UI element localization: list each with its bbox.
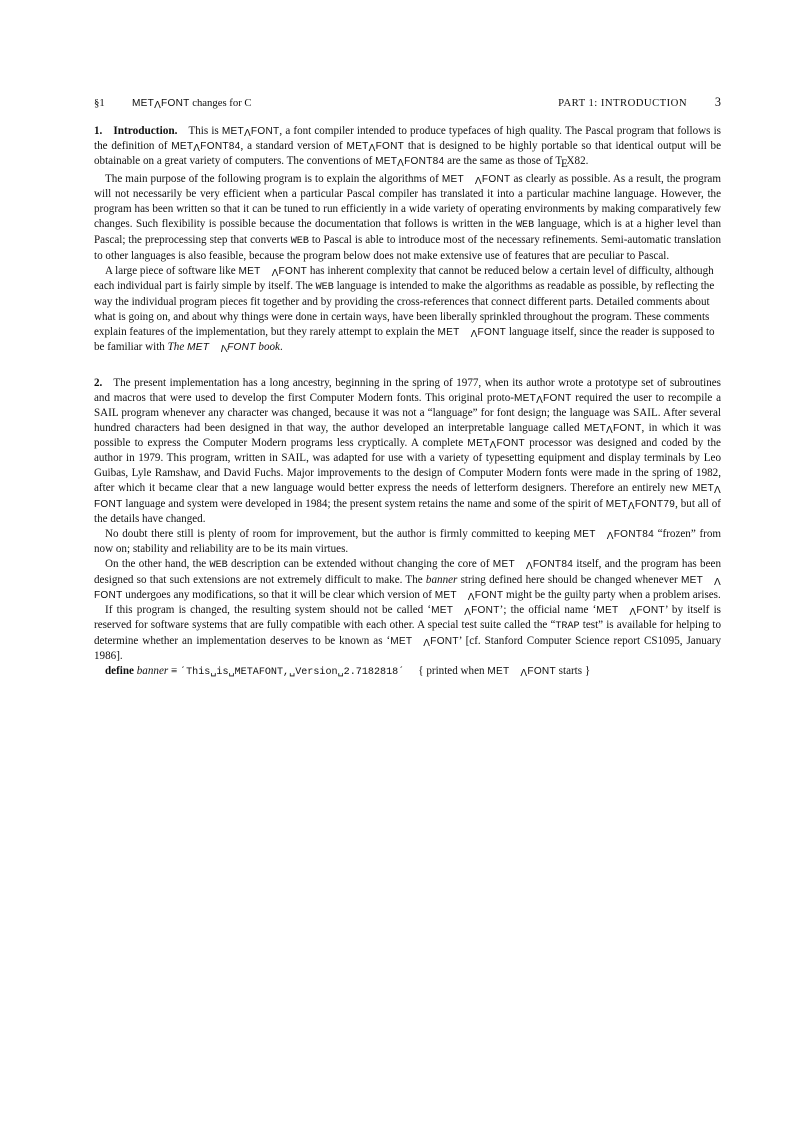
define-operator: ≡ [170,665,178,678]
string-literal-part: This [186,667,211,679]
section-1 [94,124,721,355]
metafont-logo: METVFONT79 [605,498,676,510]
define-string-value [186,665,398,677]
section-2-paragraph-3 [94,557,721,603]
metafont-logo: MET VFONT [187,342,256,354]
typewriter-text: WEB [515,219,535,231]
running-head-part-title: PART 1: INTRODUCTION [558,97,687,109]
visible-space-glyph: ␣ [289,667,296,679]
metafont-logo: METVFONT [221,126,280,138]
section-2-number: 2. [94,377,103,390]
running-head-left-title-suffix: changes for C [189,97,252,109]
visible-space-glyph: ␣ [210,667,217,679]
typewriter-text: WEB [315,281,334,293]
section-1-paragraph-3-runs: A large piece of software like MET VFONT has inherent complexity that cannot be reduced below a certain level of difficulty, although each individual part is fairly simple by itself. The WEB language is intended to make the algorithms as readable as possible, by reflecting the way the individual program pieces fit together and by providing the cross-references that connect different parts. Detailed comments about what is going on, and about why things were done in certain ways, have been liberally sprinkled throughout the program. These comments explain features of the implementation, but they rarely attempt to explain the MET VFONT language itself, since the reader is supposed to be familiar with The MET VFONT book. [94,264,715,354]
metafont-logo: MET VFONT84 [492,558,574,570]
string-literal-part: 2.7182818 [343,667,399,679]
section-2-paragraph-1-runs: The present implementation has a long ancestry, beginning in the spring of 1977, when its author wrote a prototype set of subroutines and macros that were used to develop the first Computer Modern fonts. This original proto-METVFONT required the user to recompile a SAIL program whenever any character was changed, because it was not a “language” for font design; the language was SAIL. After several hundred characters had been designed in that way, the author developed an interpretable language called METVFONT, in which it was possible to express the Computer Modern programs less cryptically. A complete METVFONT processor was designed and coded by the author in 1979. This program, written in SAIL, was adapted for use with a variety of typesetting equipment and display terminals by Leo Guibas, Lyle Ramshaw, and David Fuchs. Major improvements to the design of Computer Modern fonts were made in the spring of 1982, after which it became clear that a new language would better express the needs of letterform designers. Therefore an entirely new METVFONT language and system were developed in 1984; the present system retains the name and some of the spirit of METVFONT79, but all of the details have changed. [94,377,722,525]
section-2-paragraph-2 [94,527,721,557]
metafont-logo: METVFONT [513,393,572,405]
metafont-logo: MET VFONT [431,604,500,616]
metafont-logo: MET VFONT [434,589,504,601]
string-literal-part: is [216,667,229,679]
italic-text: book [255,341,280,354]
visible-space-glyph: ␣ [228,667,235,679]
page-number: 3 [714,95,721,109]
metafont-logo: MET VFONT [437,327,507,339]
metafont-logo: METVFONT [132,98,190,109]
running-head-section-marker: §1 [94,97,105,109]
section-1-paragraph-1-runs: This is METVFONT, a font compiler intended to produce typefaces of high quality. The Pascal program that follows is the definition of METVFONT84, a standard version of METVFONT that is designed to be highly portable so that identical output will be obtainable on a great variety of computers. The conventions of METVFONT84 are the same as those of TEX82. [94,125,722,170]
string-literal-part: METAFONT, [234,667,290,679]
section-1-paragraph-1 [94,124,721,172]
section-2-paragraph-1 [94,376,721,526]
metafont-logo: METVFONT [346,141,405,153]
section-gap [94,355,721,376]
document-body [94,124,721,680]
metafont-logo: METVFONT [94,483,721,510]
section-2-paragraph-3-runs: On the other hand, the WEB description can be extended without changing the core of MET VFONT84 itself, and the program has been designed so that such extensions are not extremely difficult to make. The banner string defined here should be changed whenever MET VFONT undergoes any modifications, so that it will be clear which version of MET VFONT might be the guilty party when a problem arises. [94,557,721,601]
metafont-logo: METVFONT84 [171,141,241,153]
typewriter-text: TRAP [555,620,580,632]
metafont-logo: MET VFONT [596,604,665,616]
metafont-logo: METVFONT84 [375,156,445,168]
section-1-paragraph-3 [94,264,721,355]
metafont-logo: MET VFONT [487,666,556,678]
metafont-logo: MET VFONT84 [573,528,654,540]
running-head-left-title [132,97,252,110]
section-2-paragraph-4-runs: If this program is changed, the resulting system should not be called ‘MET VFONT’; the official name ‘MET VFONT’ by itself is reserved for software systems that are fully compatible with each other. A special test suite called the “TRAP test” is available for helping to determine whether an implementation deserves to be known as ‘MET VFONT’ [cf. Stanford Computer Science report CS1095, January 1986]. [94,603,721,662]
section-1-paragraph-2-runs: The main purpose of the following program is to explain the algorithms of MET VFONT as clearly as possible. As a result, the program will not necessarily be very efficient when a particular Pascal compiler has translated it into a particular machine language. However, the program has been written so that it can be tuned to run efficiently in a wide variety of operating environments by making comparatively few changes. Such flexibility is possible because the documentation that follows is written in the WEB language, which is at a higher level than Pascal; the preprocessing step that converts WEB to Pascal is able to introduce most of the necessary refinements. Semi-automatic translation to other languages is also feasible, because the program below does not make extensive use of features that are peculiar to Pascal. [94,172,721,262]
metafont-logo: METVFONT [467,438,525,450]
metafont-logo: MET VFONT [94,574,721,601]
typewriter-text: WEB [290,235,309,247]
metafont-logo: MET VFONT [238,265,308,277]
metafont-logo: METVFONT [583,423,642,435]
define-close-quote: ˊ [398,667,405,679]
section-1-title: Introduction. [113,125,178,137]
italic-text: banner [425,573,458,586]
section-2-paragraph-4 [94,603,721,664]
section-1-number: 1. [94,125,103,137]
italic-text: The [167,341,188,354]
tex-logo: TEX82 [555,155,586,170]
define-comment [418,665,590,677]
define-identifier: banner [136,665,169,678]
define-comment-after: starts [555,665,585,678]
typewriter-text: WEB [209,559,228,571]
section-2 [94,376,721,680]
define-comment-close-brace: } [584,665,591,678]
define-comment-open-brace: { [418,665,424,678]
metafont-logo: MET VFONT [390,635,459,647]
section-2-paragraph-2-runs: No doubt there still is plenty of room for improvement, but the author is firmly committed to keeping MET VFONT84 “frozen” from now on; stability and reliability are to be its main virtues. [94,527,722,555]
section-1-paragraph-2 [94,172,721,264]
string-literal-part: Version [295,667,338,679]
running-head [94,96,721,110]
define-banner-line [94,664,721,680]
metafont-logo: MET VFONT [441,173,511,185]
visible-space-glyph: ␣ [337,667,344,679]
define-comment-before: printed when [423,665,488,678]
define-keyword: define [105,665,134,678]
define-open-quote: ˊ [180,667,187,679]
